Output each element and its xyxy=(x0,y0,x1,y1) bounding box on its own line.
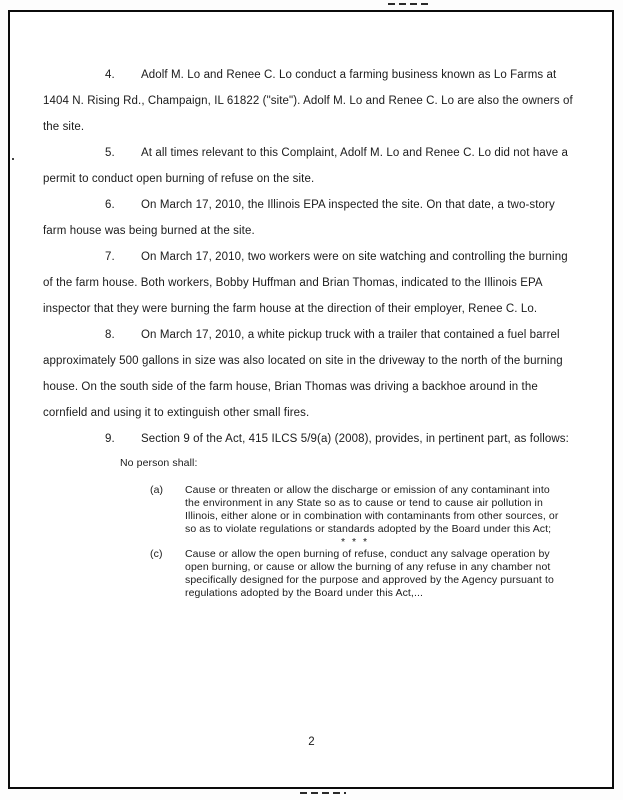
paragraph-6-text: On March 17, 2010, the Illinois EPA inspected the site. On that date, a two-story farm house was being burned at the site. xyxy=(43,199,555,237)
paragraph-6-number: 6. xyxy=(105,199,115,211)
paragraph-7 xyxy=(43,244,580,322)
paragraph-8 xyxy=(43,322,580,426)
paragraph-7-text: On March 17, 2010, two workers were on site watching and controlling the burning of the farm house. Both workers, Bobby Huffman and Brian Thomas, indicated to the Illinois EPA inspector that they were burning the farm house at the direction of their employer, Renee C. Lo. xyxy=(43,251,568,315)
statute-subsection-c xyxy=(150,548,560,600)
paragraph-8-text: On March 17, 2010, a white pickup truck with a trailer that contained a fuel barrel approximately 500 gallons in size was also located on site in the driveway to the north of the burning house. On the south side of the farm house, Brian Thomas was driving a backhoe around in the cornfield and using it to extinguish other small fires. xyxy=(43,329,563,419)
subsection-a-text: Cause or threaten or allow the discharge or emission of any contaminant into the environment in any State so as to cause or tend to cause air pollution in Illinois, either alone or in combination with contaminants from other sources, or so as to violate regulations or standards adopted by the Board under this Act; xyxy=(185,484,559,535)
asterisk-separator: * * * xyxy=(340,536,370,548)
paragraph-9 xyxy=(43,426,580,452)
scan-artifact-top xyxy=(388,3,428,5)
subsection-c-label: (c) xyxy=(150,548,163,560)
document-body xyxy=(43,62,580,600)
subsection-a-label: (a) xyxy=(150,484,164,496)
scan-artifact-bottom xyxy=(300,792,346,794)
paragraph-8-number: 8. xyxy=(105,329,115,341)
scan-speck xyxy=(12,158,14,160)
paragraph-5-number: 5. xyxy=(105,147,115,159)
statute-quote-intro: No person shall: xyxy=(120,457,198,469)
statute-subsection-a xyxy=(150,484,560,536)
paragraph-6 xyxy=(43,192,580,244)
paragraph-5-text: At all times relevant to this Complaint, Adolf M. Lo and Renee C. Lo did not have a permit to conduct open burning of refuse on the site. xyxy=(43,147,569,185)
paragraph-4 xyxy=(43,62,580,140)
page-number: 2 xyxy=(308,736,315,748)
paragraph-9-text: Section 9 of the Act, 415 ILCS 5/9(a) (2008), provides, in pertinent part, as follows: xyxy=(141,433,569,445)
paragraph-7-number: 7. xyxy=(105,251,115,263)
paragraph-4-number: 4. xyxy=(105,69,115,81)
subsection-c-text: Cause or allow the open burning of refuse, conduct any salvage operation by open burning, or cause or allow the burning of any refuse in any chamber not specifically designed for the purpose and approved by the Agency pursuant to regulations adopted by the Board under this Act,... xyxy=(185,548,554,599)
paragraph-9-number: 9. xyxy=(105,433,115,445)
paragraph-4-text: Adolf M. Lo and Renee C. Lo conduct a farming business known as Lo Farms at 1404 N. Rising Rd., Champaign, IL 61822 ("site"). Adolf M. Lo and Renee C. Lo are also the owners of the site. xyxy=(43,69,573,133)
paragraph-5 xyxy=(43,140,580,192)
